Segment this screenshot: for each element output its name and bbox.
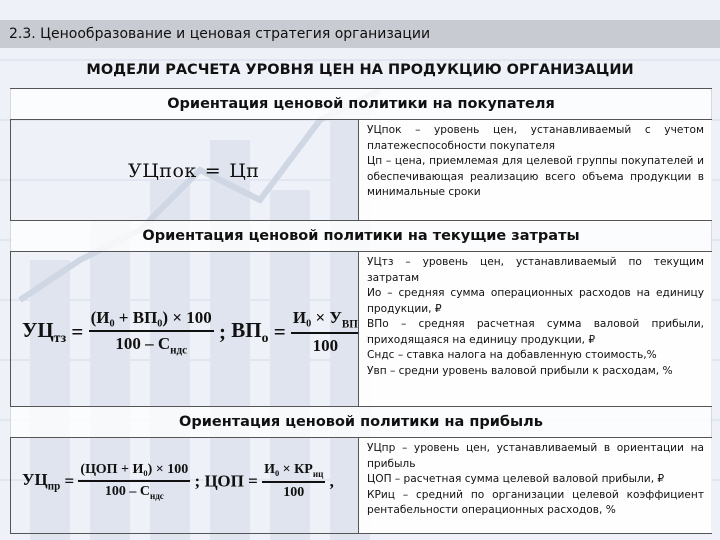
formula-fraction: $\frac{И_0 \times У_{ВП}}{100}$ [292,308,358,356]
page-title: МОДЕЛИ РАСЧЕТА УРОВНЯ ЦЕН НА ПРОДУКЦИЮ ОРГАНИЗАЦИИ [86,62,634,78]
cost-price-formula: $УЦ_{тз}$ = $\frac{\text{(И₀ + ВП₀) × 100}}{100 - С_{ндс}}$ ; $ВП_о$ = $\frac{И_0 \times У_{ВП}}{100}$ [22,308,358,357]
description-line: КРиц – средний по организации целевой коэффициент рентабельности операционных расходов, % [367,488,704,516]
buyer-description [358,120,712,220]
buyer-price-formula: УЦпок = Цп [128,160,260,182]
description-line: УЦтз – уровень цен, устанавливаемый по текущим затратам [367,256,704,284]
section-title-bar [0,20,720,48]
profit-price-formula: $УЦ_{пр}$ = $\frac{\text{(ЦОП + И₀) × 100}}{100 - С_{ндс}}$ ; ЦОП = $\frac{И_0 \times КР_{иц}}{100}$ , [22,462,334,501]
description-line: Ио – средняя сумма операционных расходов на единицу продукции, ₽ [367,287,704,315]
description-line: УЦпр – уровень цен, устанавливаемый в ориентации на прибыль [367,442,704,470]
description-line: ЦОП – расчетная сумма целевой валовой прибыли, ₽ [367,473,665,485]
description-line: УЦпок – уровень цен, устанавливаемый с учетом платежеспособности покупателя [367,124,704,152]
costs-description [358,252,712,406]
formula-fraction: $\frac{И_0 \times КР_{иц}}{100}$ [264,462,324,500]
description-line: Цп – цена, приемлемая для целевой группы покупателей и обеспечивающая реализацию всего объема продукции в минимальные сроки [367,155,704,198]
profit-description [358,438,712,533]
section-heading-profit: Ориентация ценовой политики на прибыль [10,406,712,438]
section-heading-buyer: Ориентация ценовой политики на покупателя [10,88,712,120]
description-line: ВПо – средняя расчетная сумма валовой прибыли, приходящаяся на единицу продукции, ₽ [367,318,704,346]
formula-fraction: $\frac{\text{(ЦОП + И₀) × 100}}{100 - С_{ндс}}$ [80,462,189,501]
section-heading-costs: Ориентация ценовой политики на текущие затраты [10,220,712,252]
formula-fraction: $\frac{\text{(И₀ + ВП₀) × 100}}{100 - С_{ндс}}$ [90,308,212,357]
section-title: 2.3. Ценообразование и ценовая стратегия организации [9,26,431,42]
description-line: Увп – средни уровень валовой прибыли к расходам, % [367,364,673,377]
description-line: Сндс – ставка налога на добавленную стоимость,% [367,349,657,361]
